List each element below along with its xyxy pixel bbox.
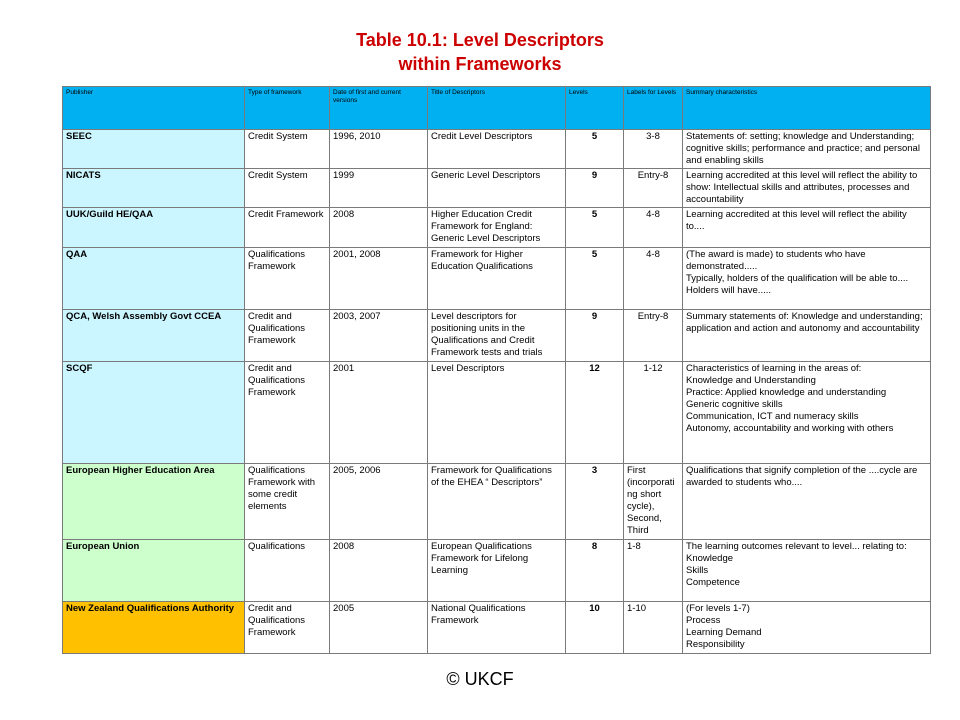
cell-summary: Learning accredited at this level will reflect the ability to.... — [683, 208, 931, 248]
header-title: Title of Descriptors — [428, 87, 566, 130]
cell-levels: 12 — [566, 362, 624, 464]
table-row — [63, 208, 931, 248]
cell-publisher: SEEC — [63, 130, 245, 169]
level-descriptors-table — [62, 86, 931, 654]
table-row — [63, 310, 931, 362]
cell-summary: Qualifications that signify completion of the ....cycle are awarded to students who.... — [683, 464, 931, 540]
cell-summary: Summary statements of: Knowledge and understanding; application and action and autonomy and accountability — [683, 310, 931, 362]
cell-date: 2005, 2006 — [330, 464, 428, 540]
cell-type: Credit Framework — [245, 208, 330, 248]
cell-date: 2001 — [330, 362, 428, 464]
cell-title: Level descriptors for positioning units in the Qualifications and Credit Framework tests and trials — [428, 310, 566, 362]
cell-title: Higher Education Credit Framework for England: Generic Level Descriptors — [428, 208, 566, 248]
table-row — [63, 602, 931, 654]
copyright-footer: © UKCF — [446, 669, 514, 689]
cell-summary: (For levels 1-7) Process Learning Demand Responsibility — [683, 602, 931, 654]
cell-summary: Statements of: setting; knowledge and Understanding; cognitive skills; performance and practice; and personal and enabling skills — [683, 130, 931, 169]
cell-date: 2008 — [330, 208, 428, 248]
cell-type: Credit and Qualifications Framework — [245, 310, 330, 362]
cell-publisher: New Zealand Qualifications Authority — [63, 602, 245, 654]
header-type: Type of framework — [245, 87, 330, 130]
cell-labels: 3-8 — [624, 130, 683, 169]
cell-levels: 9 — [566, 310, 624, 362]
cell-title: Credit Level Descriptors — [428, 130, 566, 169]
table-row — [63, 248, 931, 310]
cell-date: 2005 — [330, 602, 428, 654]
table-row — [63, 540, 931, 602]
cell-summary: The learning outcomes relevant to level... relating to: Knowledge Skills Competence — [683, 540, 931, 602]
cell-publisher: European Union — [63, 540, 245, 602]
cell-labels: Entry-8 — [624, 310, 683, 362]
cell-labels: 1-8 — [624, 540, 683, 602]
cell-levels: 5 — [566, 208, 624, 248]
cell-summary: Characteristics of learning in the areas of: Knowledge and Understanding Practice: Applied knowledge and understanding Generic cognitive skills Communication, ICT and numeracy skills Autonomy, accountability and working with others — [683, 362, 931, 464]
table-row — [63, 464, 931, 540]
cell-levels: 10 — [566, 602, 624, 654]
cell-title: Framework for Higher Education Qualifications — [428, 248, 566, 310]
cell-publisher: QCA, Welsh Assembly Govt CCEA — [63, 310, 245, 362]
cell-type: Qualifications Framework — [245, 248, 330, 310]
cell-levels: 5 — [566, 248, 624, 310]
cell-labels: Entry-8 — [624, 169, 683, 208]
cell-date: 1996, 2010 — [330, 130, 428, 169]
cell-type: Credit and Qualifications Framework — [245, 602, 330, 654]
cell-publisher: SCQF — [63, 362, 245, 464]
cell-type: Credit and Qualifications Framework — [245, 362, 330, 464]
cell-publisher: NICATS — [63, 169, 245, 208]
cell-title: National Qualifications Framework — [428, 602, 566, 654]
header-publisher: Publisher — [63, 87, 245, 130]
cell-title: Framework for Qualifications of the EHEA “ Descriptors” — [428, 464, 566, 540]
cell-publisher: European Higher Education Area — [63, 464, 245, 540]
header-labels: Labels for Levels — [624, 87, 683, 130]
cell-title: Generic Level Descriptors — [428, 169, 566, 208]
cell-labels: 1-10 — [624, 602, 683, 654]
title-line-1: Table 10.1: Level Descriptors — [356, 30, 604, 50]
cell-levels: 9 — [566, 169, 624, 208]
cell-publisher: UUK/Guild HE/QAA — [63, 208, 245, 248]
cell-type: Credit System — [245, 169, 330, 208]
cell-summary: Learning accredited at this level will reflect the ability to show: Intellectual skills and attributes, processes and accountability — [683, 169, 931, 208]
title-line-2: within Frameworks — [398, 54, 562, 74]
table-row — [63, 169, 931, 208]
table-row — [63, 362, 931, 464]
cell-labels: 1-12 — [624, 362, 683, 464]
cell-labels: First (incorporating short cycle), Second, Third — [624, 464, 683, 540]
cell-date: 1999 — [330, 169, 428, 208]
table-row — [63, 130, 931, 169]
cell-summary: (The award is made) to students who have demonstrated..... Typically, holders of the qualification will be able to.... Holders will have..... — [683, 248, 931, 310]
cell-title: European Qualifications Framework for Lifelong Learning — [428, 540, 566, 602]
cell-levels: 3 — [566, 464, 624, 540]
cell-publisher: QAA — [63, 248, 245, 310]
page-title — [0, 28, 960, 76]
cell-date: 2008 — [330, 540, 428, 602]
table-header-row — [63, 87, 931, 130]
header-date: Date of first and current versions — [330, 87, 428, 130]
cell-levels: 8 — [566, 540, 624, 602]
cell-levels: 5 — [566, 130, 624, 169]
cell-type: Qualifications Framework with some credit elements — [245, 464, 330, 540]
cell-type: Credit System — [245, 130, 330, 169]
cell-title: Level Descriptors — [428, 362, 566, 464]
header-summary: Summary characteristics — [683, 87, 931, 130]
cell-labels: 4-8 — [624, 208, 683, 248]
cell-labels: 4-8 — [624, 248, 683, 310]
cell-date: 2001, 2008 — [330, 248, 428, 310]
cell-date: 2003, 2007 — [330, 310, 428, 362]
header-levels: Levels — [566, 87, 624, 130]
cell-type: Qualifications — [245, 540, 330, 602]
